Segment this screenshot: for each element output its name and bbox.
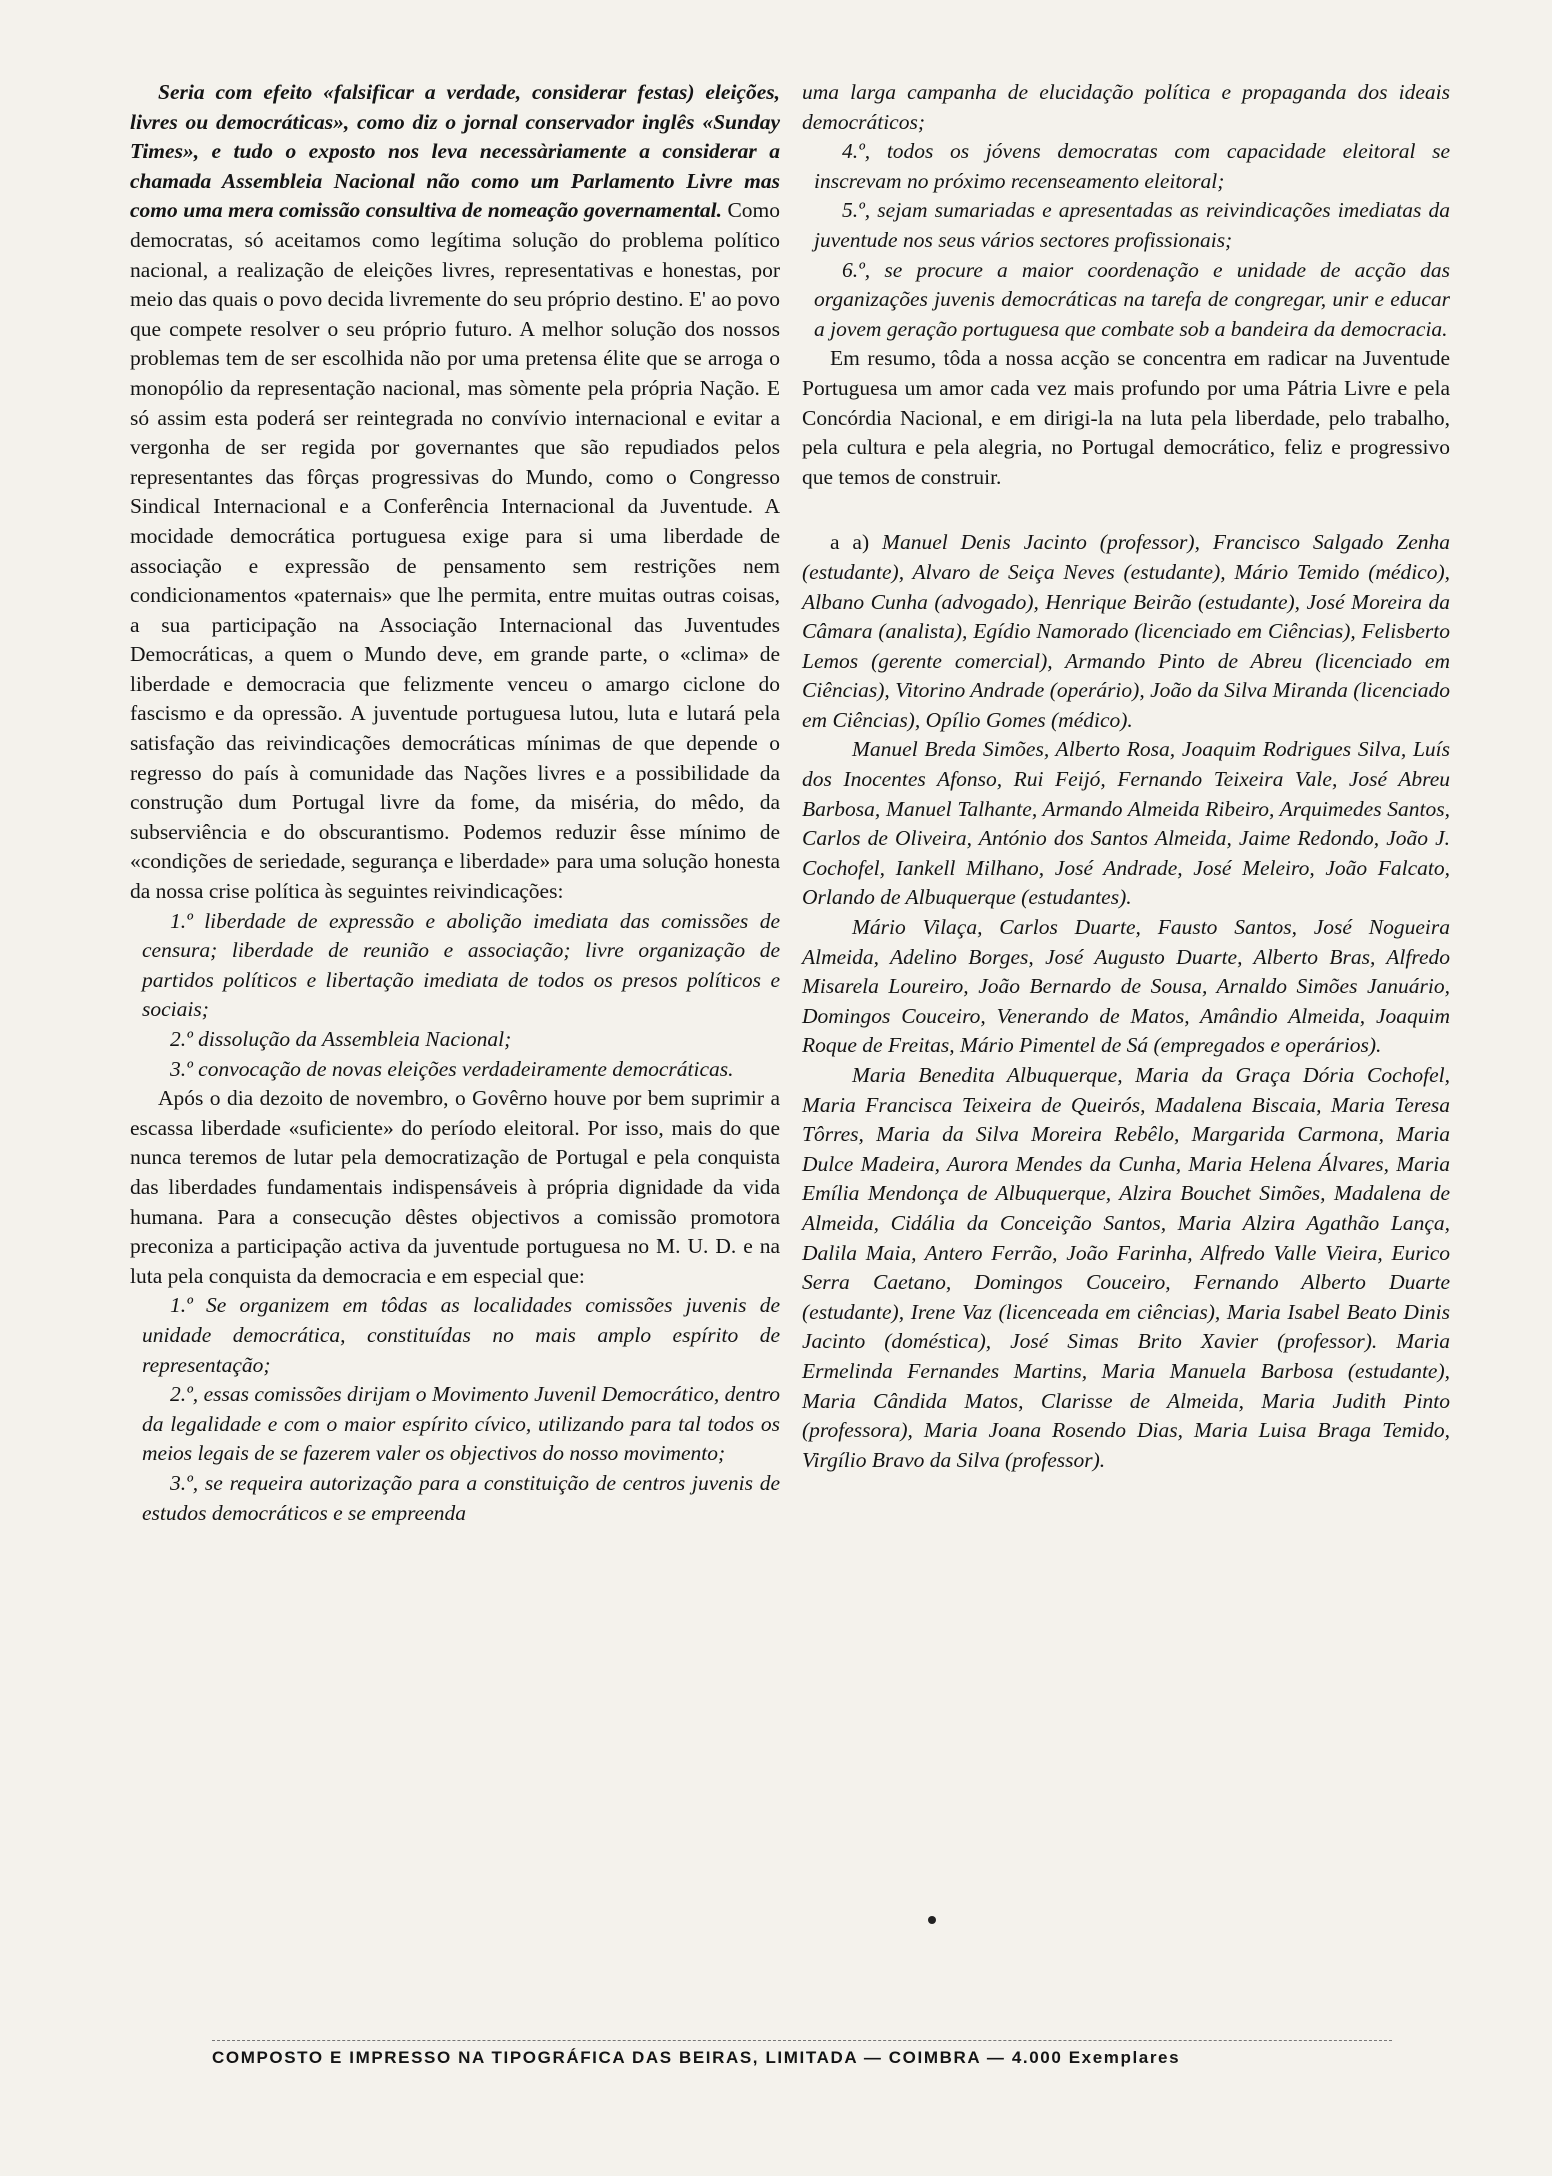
left-column [130, 78, 780, 1528]
intro-quote: Seria com efeito «falsificar a verdade, considerar festas) eleições, livres ou democráticas», como diz o jornal conservador inglês «Sunday Times», e tudo o exposto nos leva necessàriamente a considerar a chamada Assembleia Nacional não como um Parlamento Livre mas como uma mera comissão consultiva de nomeação governamental. [130, 80, 780, 223]
ink-dot [928, 1916, 936, 1924]
spacer [802, 492, 1450, 528]
point-6: 6.º, se procure a maior coordenação e unidade de acção das organizações juvenis democráticas na tarefa de congregar, unir e educar a jovem geração portuguesa que combate sob a bandeira da democracia. [814, 257, 1450, 341]
signatures-group-2: Manuel Breda Simões, Alberto Rosa, Joaquim Rodrigues Silva, Luís dos Inocentes Afonso, Rui Feijó, Fernando Teixeira Vale, José Abreu Barbosa, Manuel Talhante, Armando Almeida Ribeiro, Arquimedes Santos, Carlos de Oliveira, António dos Santos Almeida, Jaime Redondo, João J. Cochofel, Iankell Milhano, José Andrade, José Meleiro, João Falcato, Orlando de Albuquerque (estudantes). [802, 737, 1450, 910]
claim-3: 3.º convocação de novas eleições verdadeiramente democráticas. [170, 1056, 734, 1081]
point-1: 1.º Se organizem em tôdas as localidades comissões juvenis de unidade democrática, constituídas no mais amplo espírito de representação; [142, 1293, 780, 1377]
claim-1: 1.º liberdade de expressão e abolição imediata das comissões de censura; liberdade de reunião e associação; livre organização de partidos políticos e libertação imediata de todos os presos políticos e sociais; [142, 908, 780, 1022]
continuation-text: uma larga campanha de elucidação política e propaganda dos ideais democráticos; [802, 80, 1450, 134]
signatures-group-1 [802, 528, 1450, 735]
printer-footer: COMPOSTO E IMPRESSO NA TIPOGRÁFICA DAS BEIRAS, LIMITADA — COIMBRA — 4.000 Exemplares [212, 2048, 1181, 2067]
democrats-paragraph: Como democratas, só aceitamos como legítima solução do problema político nacional, a realização de eleições livres, representativas e honestas, por meio das quais o povo decida livremente do seu próprio destino. E' ao povo que compete resolver o seu próprio futuro. A melhor solução dos nossos problemas tem de ser escolhida não por uma pretensa élite que se arroga o monopólio da representação nacional, mas sòmente pela própria Nação. E só assim esta poderá ser reintegrada no convívio internacional e evitar a vergonha de ser regida por governantes que são repudiados pelos representantes das fôrças progressivas do Mundo, como o Congresso Sindical Internacional e a Conferência Internacional da Juventude. A mocidade democrática portuguesa exige para si uma liberdade de associação e expressão de pensamento sem restrições nem condicionamentos «paternais» que lhe permita, entre muitas outras coisas, a sua participação na Associação Internacional das Juventudes Democráticas, a quem o Mundo deve, em grande parte, o «clima» de liberdade e democracia que felizmente venceu o amargo ciclone do fascismo e da opressão. A juventude portuguesa lutou, luta e lutará pela satisfação das reivindicações democráticas mínimas de que depende o regresso do país à comunidade das Nações livres e a possibilidade da construção dum Portugal livre da fome, da miséria, do mêdo, da subserviência e do obscurantismo. Podemos reduzir êsse mínimo de «condições de seriedade, segurança e liberdade» para uma solução honesta da nossa crise política às seguintes reivindicações: [130, 198, 781, 904]
signatures-label: a a) [830, 530, 870, 555]
signatures-group-3: Mário Vilaça, Carlos Duarte, Fausto Santos, José Nogueira Almeida, Adelino Borges, José Augusto Duarte, Alberto Bras, Alfredo Misarela Loureiro, João Bernardo de Sousa, Arnaldo Simões Januário, Domingos Couceiro, Venerando de Matos, Amândio Almeida, Joaquim Roque de Freitas, Mário Pimentel de Sá (empregados e operários). [802, 915, 1450, 1058]
point-5: 5.º, sejam sumariadas e apresentadas as reivindicações imediatas da juventude nos seus vários sectores profissionais; [814, 198, 1450, 252]
signatures-group-4: Maria Benedita Albuquerque, Maria da Graça Dória Cochofel, Maria Francisca Teixeira de Queirós, Madalena Biscaia, Maria Teresa Tôrres, Maria da Silva Moreira Rebêlo, Margarida Carmona, Maria Dulce Madeira, Aurora Mendes da Cunha, Maria Helena Álvares, Maria Emília Mendonça de Albuquerque, Alzira Bouchet Simões, Madalena de Almeida, Cidália da Conceição Santos, Maria Alzira Agathão Lança, Dalila Maia, Antero Ferrão, João Farinha, Alfredo Valle Vieira, Eurico Serra Caetano, Domingos Couceiro, Fernando Alberto Duarte (estudante), Irene Vaz (licenceada em ciências), Maria Isabel Beato Dinis Jacinto (doméstica), José Simas Brito Xavier (professor). Maria Ermelinda Fernandes Martins, Maria Manuela Barbosa (estudante), Maria Cândida Matos, Clarisse de Almeida, Maria Judith Pinto (professora), Maria Joana Rosendo Dias, Maria Luisa Braga Temido, Virgílio Bravo da Silva (professor). [802, 1063, 1450, 1472]
point-3: 3.º, se requeira autorização para a constituição de centros juvenis de estudos democráticos e se empreenda [142, 1470, 780, 1525]
november-paragraph: Após o dia dezoito de novembro, o Govêrno houve por bem suprimir a escassa liberdade «suficiente» do período eleitoral. Por isso, mais do que nunca teremos de lutar pela democratização de Portugal e pela conquista das liberdades fundamentais indispensáveis à própria dignidade da vida humana. Para a consecução dêstes objectivos a comissão promotora preconiza a participação activa da juventude portuguesa no M. U. D. e na luta pela conquista da democracia e em especial que: [130, 1086, 780, 1288]
summary-paragraph: Em resumo, tôda a nossa acção se concentra em radicar na Juventude Portuguesa um amor cada vez mais profundo por uma Pátria Livre e pela Concórdia Nacional, e em dirigi-la na luta pela liberdade, pelo trabalho, pela cultura e pela alegria, no Portugal democrático, feliz e progressivo que temos de construir. [802, 346, 1450, 489]
point-2: 2.º, essas comissões dirijam o Movimento Juvenil Democrático, dentro da legalidade e com o maior espírito cívico, utilizando para tal todos os meios legais de se fazerem valer os objectivos do nosso movimento; [142, 1382, 780, 1466]
intro-paragraph [130, 78, 780, 907]
signatures-text-1: Manuel Denis Jacinto (professor), Francisco Salgado Zenha (estudante), Alvaro de Seiça Neves (estudante), Mário Temido (médico), Albano Cunha (advogado), Henrique Beirão (estudante), José Moreira da Câmara (analista), Egídio Namorado (licenciado em Ciências), Felisberto Lemos (gerente comercial), Armando Pinto de Abreu (licenciado em Ciências), Vitorino Andrade (operário), João da Silva Miranda (licenciado em Ciências), Opílio Gomes (médico). [802, 530, 1450, 732]
claim-2: 2.º dissolução da Assembleia Nacional; [170, 1027, 512, 1051]
footer-rule [212, 2040, 1392, 2041]
point-4: 4.º, todos os jóvens democratas com capacidade eleitoral se inscrevam no próximo recenseamento eleitoral; [814, 139, 1450, 193]
right-column [802, 78, 1450, 1475]
